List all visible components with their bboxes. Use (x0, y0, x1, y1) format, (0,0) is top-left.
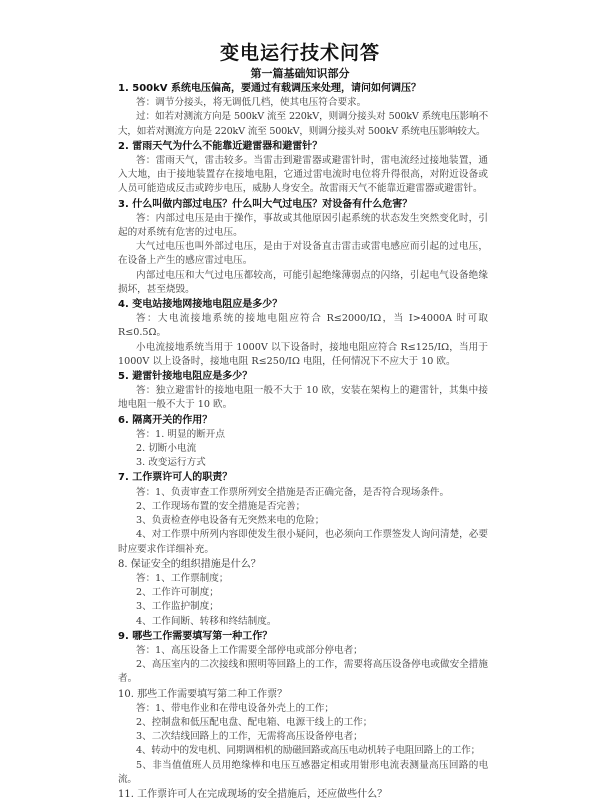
answer-text: 答：1. 明显的断开点 (136, 428, 225, 440)
question-heading: 6. 隔离开关的作用？ (118, 414, 213, 426)
question-heading: 4. 变电站接地网接地电阻应是多少？ (118, 299, 283, 311)
answer-text: 大气过电压也叫外部过电压，是由于对设备直击雷击或雷电感应而引起的过电压，在设备上产生的感应雷过电压。 (118, 241, 488, 267)
question-heading: 2. 雷雨天气为什么不能靠近避雷器和避雷针？ (118, 140, 323, 152)
answer-text: 3. 改变运行方式 (136, 457, 206, 469)
answer-text: 内部过电压和大气过电压都较高，可能引起绝缘薄弱点的闪络，引起电气设备绝缘损坏，甚至烧毁。 (118, 269, 488, 295)
question-heading: 5. 避雷针接地电阻应是多少？ (118, 371, 253, 383)
answer-text: 4、工作间断、转移和终结制度。 (136, 615, 277, 627)
answer-text: 5、非当值值班人员用绝缘棒和电压互感器定相或用钳形电流表测量高压回路的电流。 (118, 759, 488, 785)
question-heading: 11. 工作票许可人在完成现场的安全措施后，还应做些什么？ (118, 788, 388, 800)
question-heading: 8. 保证安全的组织措施是什么？ (118, 558, 261, 570)
page-subtitle: 第一篇基础知识部分 (250, 67, 350, 80)
answer-text: 4、转动中的发电机、同期调相机的励磁回路或高压电动机转子电阻回路上的工作； (136, 745, 481, 757)
answer-text: 答：1、带电作业和在带电设备外壳上的工作； (136, 702, 334, 714)
answer-text: 2、高压室内的二次接线和照明等回路上的工作，需要将高压设备停电或做安全措施者。 (118, 659, 488, 685)
answer-text: 答：1、工作票制度； (136, 572, 229, 584)
answer-text: 答：雷雨天气，雷击较多。当雷击到避雷器或避雷针时，雷电流经过接地装置，通入大地，由于接地装置存在接地电阻，它通过雷电流时电位将升得很高，对附近设备或人员可能造成反击或跨步电压，威胁人身安全。故雷雨天气不能靠近避雷器或避雷针。 (118, 155, 488, 195)
question-heading: 1. 500kV 系统电压偏高，要通过有载调压来处理，请问如何调压？ (118, 83, 421, 94)
answer-text: 2. 切断小电流 (136, 443, 197, 455)
answer-text: 3、工作监护制度； (136, 601, 219, 613)
question-heading: 9. 哪些工作需要填写第一种工作？ (118, 630, 273, 642)
answer-text: 2、工作现场布置的安全措施是否完善； (136, 500, 306, 512)
answer-text: 2、工作许可制度； (136, 587, 219, 599)
answer-text: 3、二次结线回路上的工作，无需将高压设备停电者； (136, 731, 363, 743)
answer-text: 答：独立避雷针的接地电阻一般不大于 10 欧，安装在架构上的避雷针，其集中接地电阻一般不大于 10 欧。 (118, 385, 488, 411)
answer-text: 答：调节分接头，将无调低几档，使其电压符合要求。 (136, 97, 367, 109)
answer-text: 3、负责检查停电设备有无突然来电的危险； (136, 515, 325, 527)
answer-text: 答：大电流接地系统的接地电阻应符合 R≤2000/IΩ，当 I>4000A 时可取 R≤0.5Ω。 (118, 313, 488, 339)
answer-text: 答：1、高压设备上工作需要全部停电或部分停电者； (136, 644, 363, 656)
question-heading: 3. 什么叫做内部过电压？什么叫大气过电压？对设备有什么危害？ (118, 198, 413, 210)
answer-text: 2、控制盘和低压配电盘、配电箱、电源干线上的工作； (136, 716, 373, 728)
answer-text: 4、对工作票中所列内容即使发生很小疑问，也必须向工作票签发人询问清楚，必要时应要求作详细补充。 (118, 529, 488, 555)
page-title: 变电运行技术问答 (219, 42, 380, 64)
answer-text: 答：1、负责审查工作票所列安全措施是否正确完备，是否符合现场条件。 (136, 486, 450, 498)
answer-text: 答：内部过电压是由于操作，事故或其他原因引起系统的状态发生突然变化时，引起的对系统有危害的过电压。 (118, 212, 488, 239)
question-heading: 7. 工作票许可人的职责？ (118, 472, 233, 484)
question-heading: 10. 那些工作需要填写第二种工作票？ (118, 688, 288, 700)
answer-text: 小电流接地系统当用于 1000V 以下设备时，接地电阻应符合 R≤125/IΩ，当用于 1000V 以上设备时，接地电阻 R≤250/IΩ 电阻，任何情况下不应大于 10 欧。 (118, 341, 488, 367)
qa-content (118, 81, 488, 802)
answer-text: 过：如若对测流方向是 500kV 流至 220kV，则调分接头对 500kV 系统电压影响不大，如若对测流方向是 220kV 流至 500kV，则调分接头对 500kV 系统电压影响较大。 (118, 111, 488, 137)
